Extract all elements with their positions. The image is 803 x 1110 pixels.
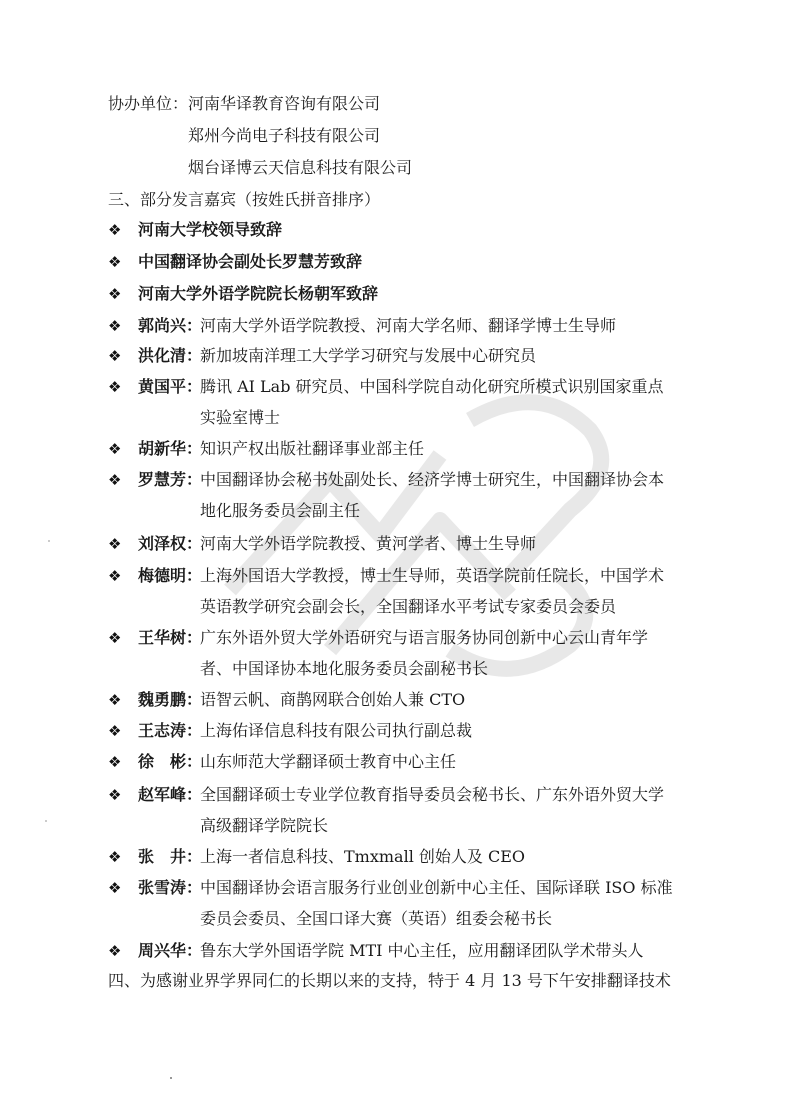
speaker-description: 语智云帆、商鹊网联合创始人兼 CTO: [200, 690, 466, 709]
speaker-name: 胡新华：: [138, 439, 203, 458]
speaker-description: 河南大学外语学院教授、河南大学名师、翻译学博士生导师: [200, 316, 617, 335]
address-item: 中国翻译协会副处长罗慧芳致辞: [138, 252, 363, 271]
speaker-name: 洪化清：: [138, 346, 203, 365]
speaker-name: 梅德明：: [138, 566, 203, 585]
bullet-icon: ❖: [108, 722, 122, 740]
scan-speck: [48, 540, 50, 542]
bullet-icon: ❖: [108, 786, 122, 804]
bullet-icon: ❖: [108, 440, 122, 458]
address-item: 河南大学校领导致辞: [138, 220, 283, 239]
speaker-name: 刘泽权：: [138, 534, 203, 553]
bullet-icon: ❖: [108, 879, 122, 897]
bullet-icon: ❖: [108, 221, 122, 239]
speaker-description: 者、中国译协本地化服务委员会副秘书长: [200, 659, 489, 678]
speaker-name: 郭尚兴：: [138, 316, 203, 335]
bullet-icon: ❖: [108, 691, 122, 709]
bullet-icon: ❖: [108, 471, 122, 489]
speaker-name: 罗慧芳：: [138, 470, 203, 489]
speaker-name: 周兴华：: [138, 941, 203, 960]
speaker-description: 知识产权出版社翻译事业部主任: [200, 439, 425, 458]
bullet-icon: ❖: [108, 629, 122, 647]
address-item: 河南大学外语学院院长杨朝军致辞: [138, 284, 379, 303]
speaker-description: 新加坡南洋理工大学学习研究与发展中心研究员: [200, 346, 537, 365]
speaker-name: 魏勇鹏：: [138, 690, 203, 709]
speaker-description: 河南大学外语学院教授、黄河学者、博士生导师: [200, 534, 537, 553]
bullet-icon: ❖: [108, 567, 122, 585]
speaker-description: 全国翻译硕士专业学位教育指导委员会秘书长、广东外语外贸大学: [200, 785, 665, 804]
speaker-name: 王华树：: [138, 628, 203, 647]
speaker-name: 王志涛：: [138, 721, 203, 740]
speaker-description: 鲁东大学外国语学院 MTI 中心主任，应用翻译团队学术带头人: [200, 941, 644, 960]
speaker-description: 腾讯 AI Lab 研究员、中国科学院自动化研究所模式识别国家重点: [200, 377, 664, 396]
speaker-description: 中国翻译协会秘书处副处长、经济学博士研究生，中国翻译协会本: [200, 470, 665, 489]
speaker-description: 上海外国语大学教授，博士生导师，英语学院前任院长，中国学术: [200, 566, 665, 585]
speaker-description: 高级翻译学院院长: [200, 816, 329, 835]
speaker-name: 赵军峰：: [138, 785, 203, 804]
speaker-name: 张雪涛：: [138, 878, 203, 897]
bullet-icon: ❖: [108, 848, 122, 866]
scan-speck: [45, 820, 47, 822]
organizer-item: 烟台译博云天信息科技有限公司: [188, 158, 413, 177]
section3-heading: 三、部分发言嘉宾（按姓氏拼音排序）: [108, 190, 381, 209]
bullet-icon: ❖: [108, 753, 122, 771]
speaker-description: 上海佑译信息科技有限公司执行副总裁: [200, 721, 473, 740]
scan-speck: [170, 1077, 172, 1079]
organizer-item: 郑州今尚电子科技有限公司: [188, 126, 381, 145]
speaker-name: 张 井：: [138, 847, 203, 866]
organizers-label: 协办单位：: [108, 94, 189, 113]
speaker-name: 徐 彬：: [138, 752, 203, 771]
speaker-description: 委员会委员、全国口译大赛（英语）组委会秘书长: [200, 909, 553, 928]
speaker-description: 中国翻译协会语言服务行业创业创新中心主任、国际译联 ISO 标准: [200, 878, 673, 897]
bullet-icon: ❖: [108, 942, 122, 960]
speaker-description: 广东外语外贸大学外语研究与语言服务协同创新中心云山青年学: [200, 628, 649, 647]
speaker-description: 山东师范大学翻译硕士教育中心主任: [200, 752, 457, 771]
bullet-icon: ❖: [108, 347, 122, 365]
speaker-description: 实验室博士: [200, 408, 281, 427]
speaker-description: 英语教学研究会副会长，全国翻译水平考试专家委员会委员: [200, 597, 617, 616]
speaker-description: 上海一者信息科技、Tmxmall 创始人及 CEO: [200, 847, 526, 866]
section4-text: 四、为感谢业界学界同仁的长期以来的支持，特于 4 月 13 号下午安排翻译技术: [108, 971, 671, 990]
bullet-icon: ❖: [108, 378, 122, 396]
bullet-icon: ❖: [108, 535, 122, 553]
bullet-icon: ❖: [108, 285, 122, 303]
speaker-description: 地化服务委员会副主任: [200, 501, 361, 520]
bullet-icon: ❖: [108, 253, 122, 271]
organizer-item: 河南华译教育咨询有限公司: [188, 94, 381, 113]
speaker-name: 黄国平：: [138, 377, 203, 396]
bullet-icon: ❖: [108, 317, 122, 335]
